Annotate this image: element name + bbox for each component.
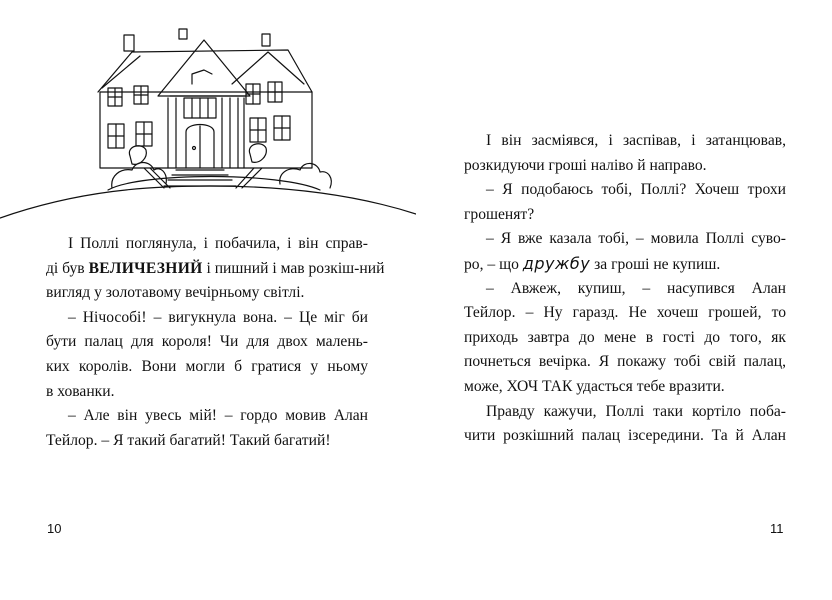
text-line: – Нічособі! – вигукнула вона. – Це міг би bbox=[68, 308, 368, 326]
text-line: розкидуючи гроші наліво й направо. bbox=[464, 156, 707, 174]
text-line: – Авжеж, купиш, – насупився Алан bbox=[486, 279, 786, 297]
handwritten-word: дружбу bbox=[522, 253, 591, 273]
text-fragment: ро, – що bbox=[464, 255, 523, 273]
mansion-illustration bbox=[0, 0, 416, 225]
text-line: бути палац для короля! Чи для двох малень- bbox=[46, 333, 368, 351]
text-line: – Але він увесь мій! – гордо мовив Алан bbox=[68, 407, 368, 425]
text-line: грошенят? bbox=[464, 205, 535, 223]
text-line: приходь завтра до мене в гості до того, як bbox=[464, 328, 786, 346]
text-line: І Поллі поглянула, і побачила, і він справ- bbox=[68, 235, 368, 252]
text-line: Тейлор. – Ну гаразд. Не хочеш грошей, то bbox=[464, 304, 786, 322]
text-line: може, ХОЧ ТАК удасться тебе вразити. bbox=[464, 377, 725, 395]
text-fragment: і пишний і мав розкіш-ний bbox=[202, 259, 385, 277]
page-number: 10 bbox=[47, 521, 62, 536]
text-fragment: ді був bbox=[46, 259, 89, 277]
right-page-text bbox=[464, 129, 786, 449]
text-line: – Я подобаюсь тобі, Поллі? Хочеш трохи bbox=[486, 181, 786, 199]
text-fragment: за гроші не купиш. bbox=[590, 255, 721, 273]
text-line: вигляд у золотавому вечірньому світлі. bbox=[46, 284, 305, 302]
text-line bbox=[46, 257, 385, 282]
page-number: 11 bbox=[770, 521, 784, 536]
text-line: ких королів. Вони могли б гратися у ньому bbox=[46, 357, 368, 375]
text-line: в хованки. bbox=[46, 382, 115, 400]
text-line: І він засміявся, і заспівав, і затанцював, bbox=[486, 132, 786, 149]
left-page-text bbox=[46, 232, 385, 453]
emphasized-word: ВЕЛИЧЕЗНИЙ bbox=[88, 259, 203, 277]
text-line: почнеться вечірка. Я покажу тобі свій палац, bbox=[464, 353, 786, 371]
text-line: – Я вже казала тобі, – мовила Поллі суво- bbox=[486, 230, 786, 248]
right-page bbox=[416, 0, 832, 600]
text-line: чити розкішний палац ізсередини. Та й Алан bbox=[464, 427, 786, 445]
text-line: Правду кажучи, Поллі таки кортіло поба- bbox=[486, 402, 786, 420]
text-line: Тейлор. – Я такий багатий! Такий багатий! bbox=[46, 431, 331, 449]
text-line bbox=[464, 252, 786, 277]
